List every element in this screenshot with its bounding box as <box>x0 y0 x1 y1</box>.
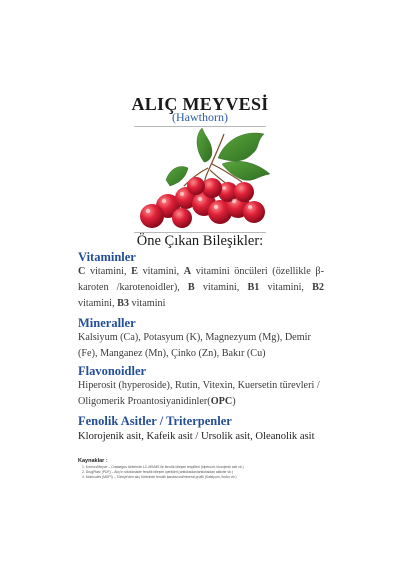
hawthorn-illustration <box>120 128 280 232</box>
page-subtitle: (Hawthorn) <box>172 110 228 124</box>
berries <box>140 177 265 228</box>
reference-item: 1. Kırmızı/Meyve – Crataegus türlerinde LC-MS/MS ile fenolik bileşen tespitleri (hiperozit, klorojenik asit vb.) <box>82 465 244 469</box>
compounds-heading: Öne Çıkan Bileşikler: <box>136 233 264 249</box>
reference-item: 3. Molecules (MDPI) – Türkiye'den alıç türlerinde fenolik karotenoid/mineral profili (Kalsiyum, fosfor vb.) <box>82 475 237 479</box>
section-title-fenolik: Fenolik Asitler / Triterpenler <box>78 414 232 428</box>
reference-item: 2. DrugPlatz (PDF) – Alıç'ın sitotoksisite fenolik bileşen içerikleri (antioksidan/antioksidan aktivite vb.) <box>82 470 234 474</box>
section-text-flavonoidler: Hiperosit (hyperoside), Rutin, Vitexin, Kuersetin türevleri / Oligomerik Proantosiyanidinler(OPC) <box>78 380 320 407</box>
references-title: Kaynaklar : <box>78 458 108 464</box>
page-title: ALIÇ MEYVESİ <box>131 94 269 114</box>
title-divider <box>134 126 266 127</box>
section-text-vitaminler: C vitamini, E vitamini, A vitamini öncüleri (özellikle β-karoten /karotenoidler), B vitamini, B1 vitamini, B2 vitamini, B3 vitamini <box>78 266 324 309</box>
section-text-fenolik: Klorojenik asit, Kafeik asit / Ursolik asit, Oleanolik asit <box>78 431 315 442</box>
section-text-mineraller: Kalsiyum (Ca), Potasyum (K), Magnezyum (Mg), Demir (Fe), Manganez (Mn), Çinko (Zn), Bakır (Cu) <box>78 332 311 359</box>
section-title-flavonoidler: Flavonoidler <box>78 364 147 378</box>
section-title-vitaminler: Vitaminler <box>78 250 136 264</box>
section-title-mineraller: Mineraller <box>78 316 136 330</box>
